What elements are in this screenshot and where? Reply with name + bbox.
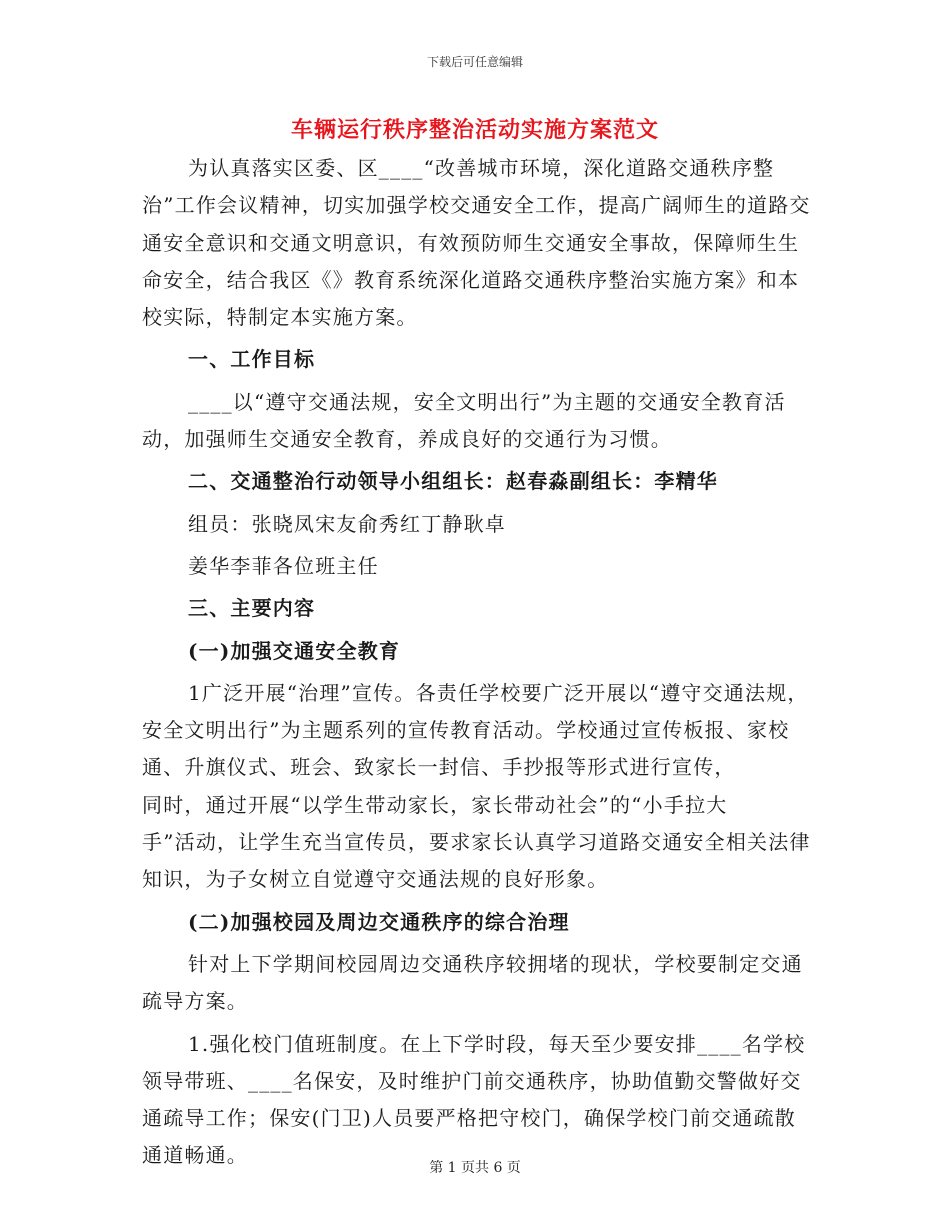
section-heading-leadership: 二、交通整治行动领导小组组长：赵春淼副组长：李精华	[188, 469, 718, 494]
education-paragraph-cont-2: 手”活动，让学生充当宣传员，要求家长认真学习道路交通安全相关法律知识，为子女树立自觉遵守交通法规的良好形象。	[142, 830, 811, 892]
page-number: 第 1 页共 6 页	[429, 1160, 521, 1176]
subsection-heading-education: (一)加强交通安全教育	[188, 638, 401, 663]
goals-paragraph: ____以“遵守交通法规，安全文明出行”为主题的交通安全教育活动，加强师生交通安全教育，养成良好的交通行为习惯。	[142, 389, 786, 452]
section-heading-content: 三、主要内容	[188, 596, 316, 621]
members-line-2: 姜华李菲各位班主任	[188, 553, 379, 578]
duty-paragraph: 1.强化校门值班制度。在上下学时段，每天至少要安排____名学校领导带班、____名保安，及时维护门前交通秩序，协助值勤交警做好交通疏导工作；保安(门卫)人员要严格把守校门，确保学校门前交通疏散通道畅通。	[142, 1031, 806, 1168]
education-paragraph-cont-1: 同时，通过开展“以学生带动家长，家长带动社会”的“小手拉大	[142, 792, 728, 817]
section-heading-goals: 一、工作目标	[188, 347, 316, 372]
campus-paragraph: 针对上下学期间校园周边交通秩序较拥堵的现状，学校要制定交通疏导方案。	[142, 951, 803, 1014]
intro-paragraph: 为认真落实区委、区____“改善城市环境，深化道路交通秩序整治”工作会议精神，切实加强学校交通安全工作，提高广阔师生的道路交通安全意识和交通文明意识，有效预防师生交通安全事故，保障师生生命安全，结合我区《》教育系统深化道路交通秩序整治实施方案》和本校实际，特制定本实施方案。	[142, 156, 811, 330]
document-title: 车辆运行秩序整治活动实施方案范文	[290, 117, 659, 143]
subsection-heading-campus: (二)加强校园及周边交通秩序的综合治理	[188, 909, 570, 934]
education-paragraph: 1广泛开展“治理”宣传。各责任学校要广泛开展以“遵守交通法规，安全文明出行”为主题系列的宣传教育活动。学校通过宣传板报、家校通、升旗仪式、班会、致家长一封信、手抄报等形式进行宣传，	[142, 680, 809, 780]
document-body	[142, 150, 814, 1175]
members-line-1: 组员：张晓凤宋友俞秀红丁静耿卓	[188, 511, 506, 536]
header-note: 下载后可任意编辑	[426, 55, 523, 69]
